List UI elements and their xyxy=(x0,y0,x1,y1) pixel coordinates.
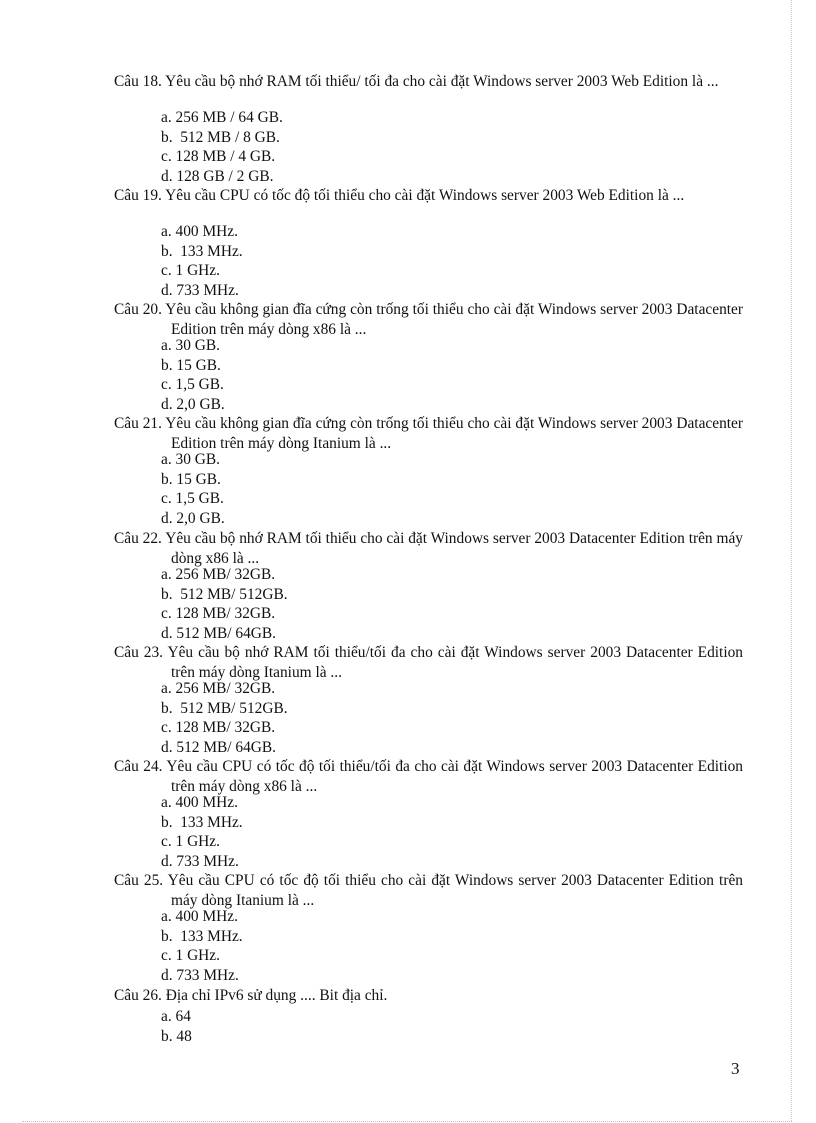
question-18-option-a: a. 256 MB / 64 GB. xyxy=(161,109,283,126)
question-25-option-a: a. 400 MHz. xyxy=(161,908,238,925)
question-21-option-b: b. 15 GB. xyxy=(161,470,221,488)
question-22-option-a: a. 256 MB/ 32GB. xyxy=(161,566,276,583)
question-20-option-c: c. 1,5 GB. xyxy=(161,376,224,393)
question-19-option-d: d. 733 MHz. xyxy=(161,281,239,299)
question-25: Câu 25. Yêu cầu CPU có tốc độ tối thiểu cho cài đặt Windows server 2003 Datacenter Edition trên máy dòng Itanium là ... xyxy=(114,872,743,909)
question-22: Câu 22. Yêu cầu bộ nhớ RAM tối thiểu cho cài đặt Windows server 2003 Datacenter Edition trên máy dòng x86 là ... xyxy=(114,530,743,567)
question-23-option-c: c. 128 MB/ 32GB. xyxy=(161,719,276,736)
question-20-option-b: b. 15 GB. xyxy=(161,356,221,374)
question-21-option-a: a. 30 GB. xyxy=(161,451,220,468)
question-19-option-c: c. 1 GHz. xyxy=(161,262,220,279)
question-24-option-b: b. 133 MHz. xyxy=(161,813,243,831)
question-23-option-b: b. 512 MB/ 512GB. xyxy=(161,699,288,717)
question-20: Câu 20. Yêu cầu không gian đĩa cứng còn trống tối thiểu cho cài đặt Windows server 2003 Datacenter Edition trên máy dòng x86 là ... xyxy=(114,301,743,338)
question-25-option-d: d. 733 MHz. xyxy=(161,966,239,984)
question-23-option-a: a. 256 MB/ 32GB. xyxy=(161,680,276,697)
page-border-bottom xyxy=(22,1121,792,1122)
question-26-option-b: b. 48 xyxy=(161,1027,192,1045)
page-border-right xyxy=(791,0,792,1121)
question-18: Câu 18. Yêu cầu bộ nhớ RAM tối thiểu/ tối đa cho cài đặt Windows server 2003 Web Edition là ... xyxy=(114,73,719,90)
question-26-option-a: a. 64 xyxy=(161,1008,191,1025)
question-22-option-b: b. 512 MB/ 512GB. xyxy=(161,585,288,603)
question-18-option-b: b. 512 MB / 8 GB. xyxy=(161,128,280,146)
page-number: 3 xyxy=(731,1059,740,1078)
question-18-option-c: c. 128 MB / 4 GB. xyxy=(161,148,276,165)
question-22-option-d: d. 512 MB/ 64GB. xyxy=(161,624,277,642)
question-20-option-d: d. 2,0 GB. xyxy=(161,395,225,413)
question-21-option-c: c. 1,5 GB. xyxy=(161,490,224,507)
question-19-option-a: a. 400 MHz. xyxy=(161,223,238,240)
question-18-option-d: d. 128 GB / 2 GB. xyxy=(161,167,274,185)
question-23-option-d: d. 512 MB/ 64GB. xyxy=(161,738,277,756)
question-24-option-a: a. 400 MHz. xyxy=(161,794,238,811)
question-23: Câu 23. Yêu cầu bộ nhớ RAM tối thiểu/tối đa cho cài đặt Windows server 2003 Datacenter Edition trên máy dòng Itanium là ... xyxy=(114,644,743,681)
question-24-option-d: d. 733 MHz. xyxy=(161,852,239,870)
question-25-option-c: c. 1 GHz. xyxy=(161,947,220,964)
question-26: Câu 26. Địa chỉ IPv6 sử dụng .... Bit địa chỉ. xyxy=(114,987,388,1004)
question-20-option-a: a. 30 GB. xyxy=(161,337,220,354)
question-19-option-b: b. 133 MHz. xyxy=(161,242,243,260)
question-19: Câu 19. Yêu cầu CPU có tốc độ tối thiểu cho cài đặt Windows server 2003 Web Edition là ... xyxy=(114,187,685,204)
question-24-option-c: c. 1 GHz. xyxy=(161,833,220,850)
question-21: Câu 21. Yêu cầu không gian đĩa cứng còn trống tối thiểu cho cài đặt Windows server 2003 Datacenter Edition trên máy dòng Itanium là ... xyxy=(114,415,743,452)
question-21-option-d: d. 2,0 GB. xyxy=(161,509,225,527)
question-25-option-b: b. 133 MHz. xyxy=(161,927,243,945)
question-24: Câu 24. Yêu cầu CPU có tốc độ tối thiểu/tối đa cho cài đặt Windows server 2003 Datacenter Edition trên máy dòng x86 là ... xyxy=(114,758,743,795)
question-22-option-c: c. 128 MB/ 32GB. xyxy=(161,605,276,622)
